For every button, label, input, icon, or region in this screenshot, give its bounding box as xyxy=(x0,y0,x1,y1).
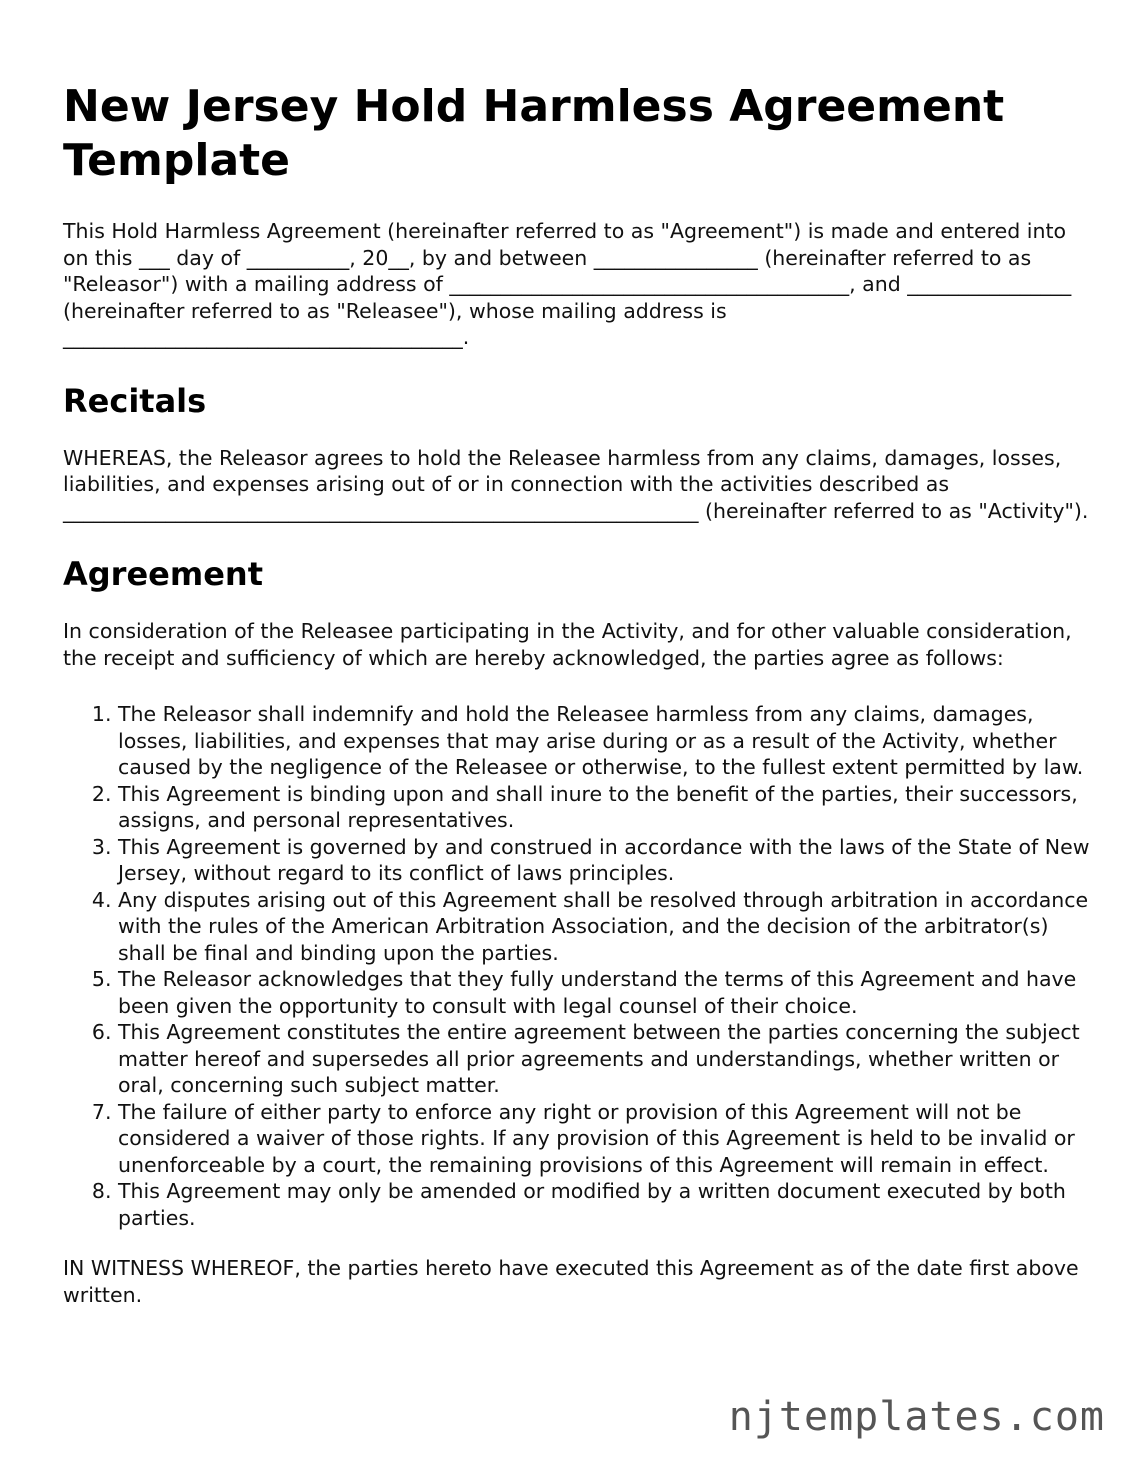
agreement-terms-list xyxy=(63,701,1093,1231)
list-item: 7. The failure of either party to enforce any right or provision of this Agreement will not be considered a waiver of those rights. If any provision of this Agreement is held to be invalid or unenforceable by a court, the remaining provisions of this Agreement will remain in effect. xyxy=(118,1099,1093,1179)
intro-paragraph: This Hold Harmless Agreement (hereinafter referred to as "Agreement") is made and entered into on this ___ day of __________, 20__, by and between ________________ (hereinafter referred to as "Releasor") with a mailing address of _______________________________________, and ________________ (hereinafter referred to as "Releasee"), whose mailing address is _______________________________________. xyxy=(63,219,1072,349)
witness-paragraph: IN WITNESS WHEREOF, the parties hereto have executed this Agreement as of the date first above written. xyxy=(63,1256,1079,1307)
recitals-heading: Recitals xyxy=(63,381,207,420)
agreement-heading: Agreement xyxy=(63,555,263,593)
list-item: 8. This Agreement may only be amended or modified by a written document executed by both parties. xyxy=(118,1178,1093,1231)
recitals-paragraph: WHEREAS, the Releasor agrees to hold the Releasee harmless from any claims, damages, losses, liabilities, and expenses arising out of or in connection with the activities described as ______________________________________________________________ (hereinafter referred to as "Activity"). xyxy=(63,445,1089,523)
list-item: 3. This Agreement is governed by and construed in accordance with the laws of the State of New Jersey, without regard to its conflict of laws principles. xyxy=(118,834,1093,887)
watermark: njtemplates.com xyxy=(728,1394,1105,1440)
document-page xyxy=(63,80,1093,1338)
list-item: 4. Any disputes arising out of this Agreement shall be resolved through arbitration in accordance with the rules of the American Arbitration Association, and the decision of the arbitrator(s) shall be final and binding upon the parties. xyxy=(118,887,1093,967)
list-item: 1. The Releasor shall indemnify and hold the Releasee harmless from any claims, damages, losses, liabilities, and expenses that may arise during or as a result of the Activity, whether caused by the negligence of the Releasee or otherwise, to the fullest extent permitted by law. xyxy=(118,701,1093,781)
list-item: 2. This Agreement is binding upon and shall inure to the benefit of the parties, their successors, assigns, and personal representatives. xyxy=(118,781,1093,834)
document-title: New Jersey Hold Harmless Agreement Template xyxy=(63,81,1005,186)
agreement-intro: In consideration of the Releasee participating in the Activity, and for other valuable consideration, the receipt and sufficiency of which are hereby acknowledged, the parties agree as follows: xyxy=(63,619,1072,670)
list-item: 5. The Releasor acknowledges that they fully understand the terms of this Agreement and have been given the opportunity to consult with legal counsel of their choice. xyxy=(118,966,1093,1019)
list-item: 6. This Agreement constitutes the entire agreement between the parties concerning the subject matter hereof and supersedes all prior agreements and understandings, whether written or oral, concerning such subject matter. xyxy=(118,1019,1093,1099)
